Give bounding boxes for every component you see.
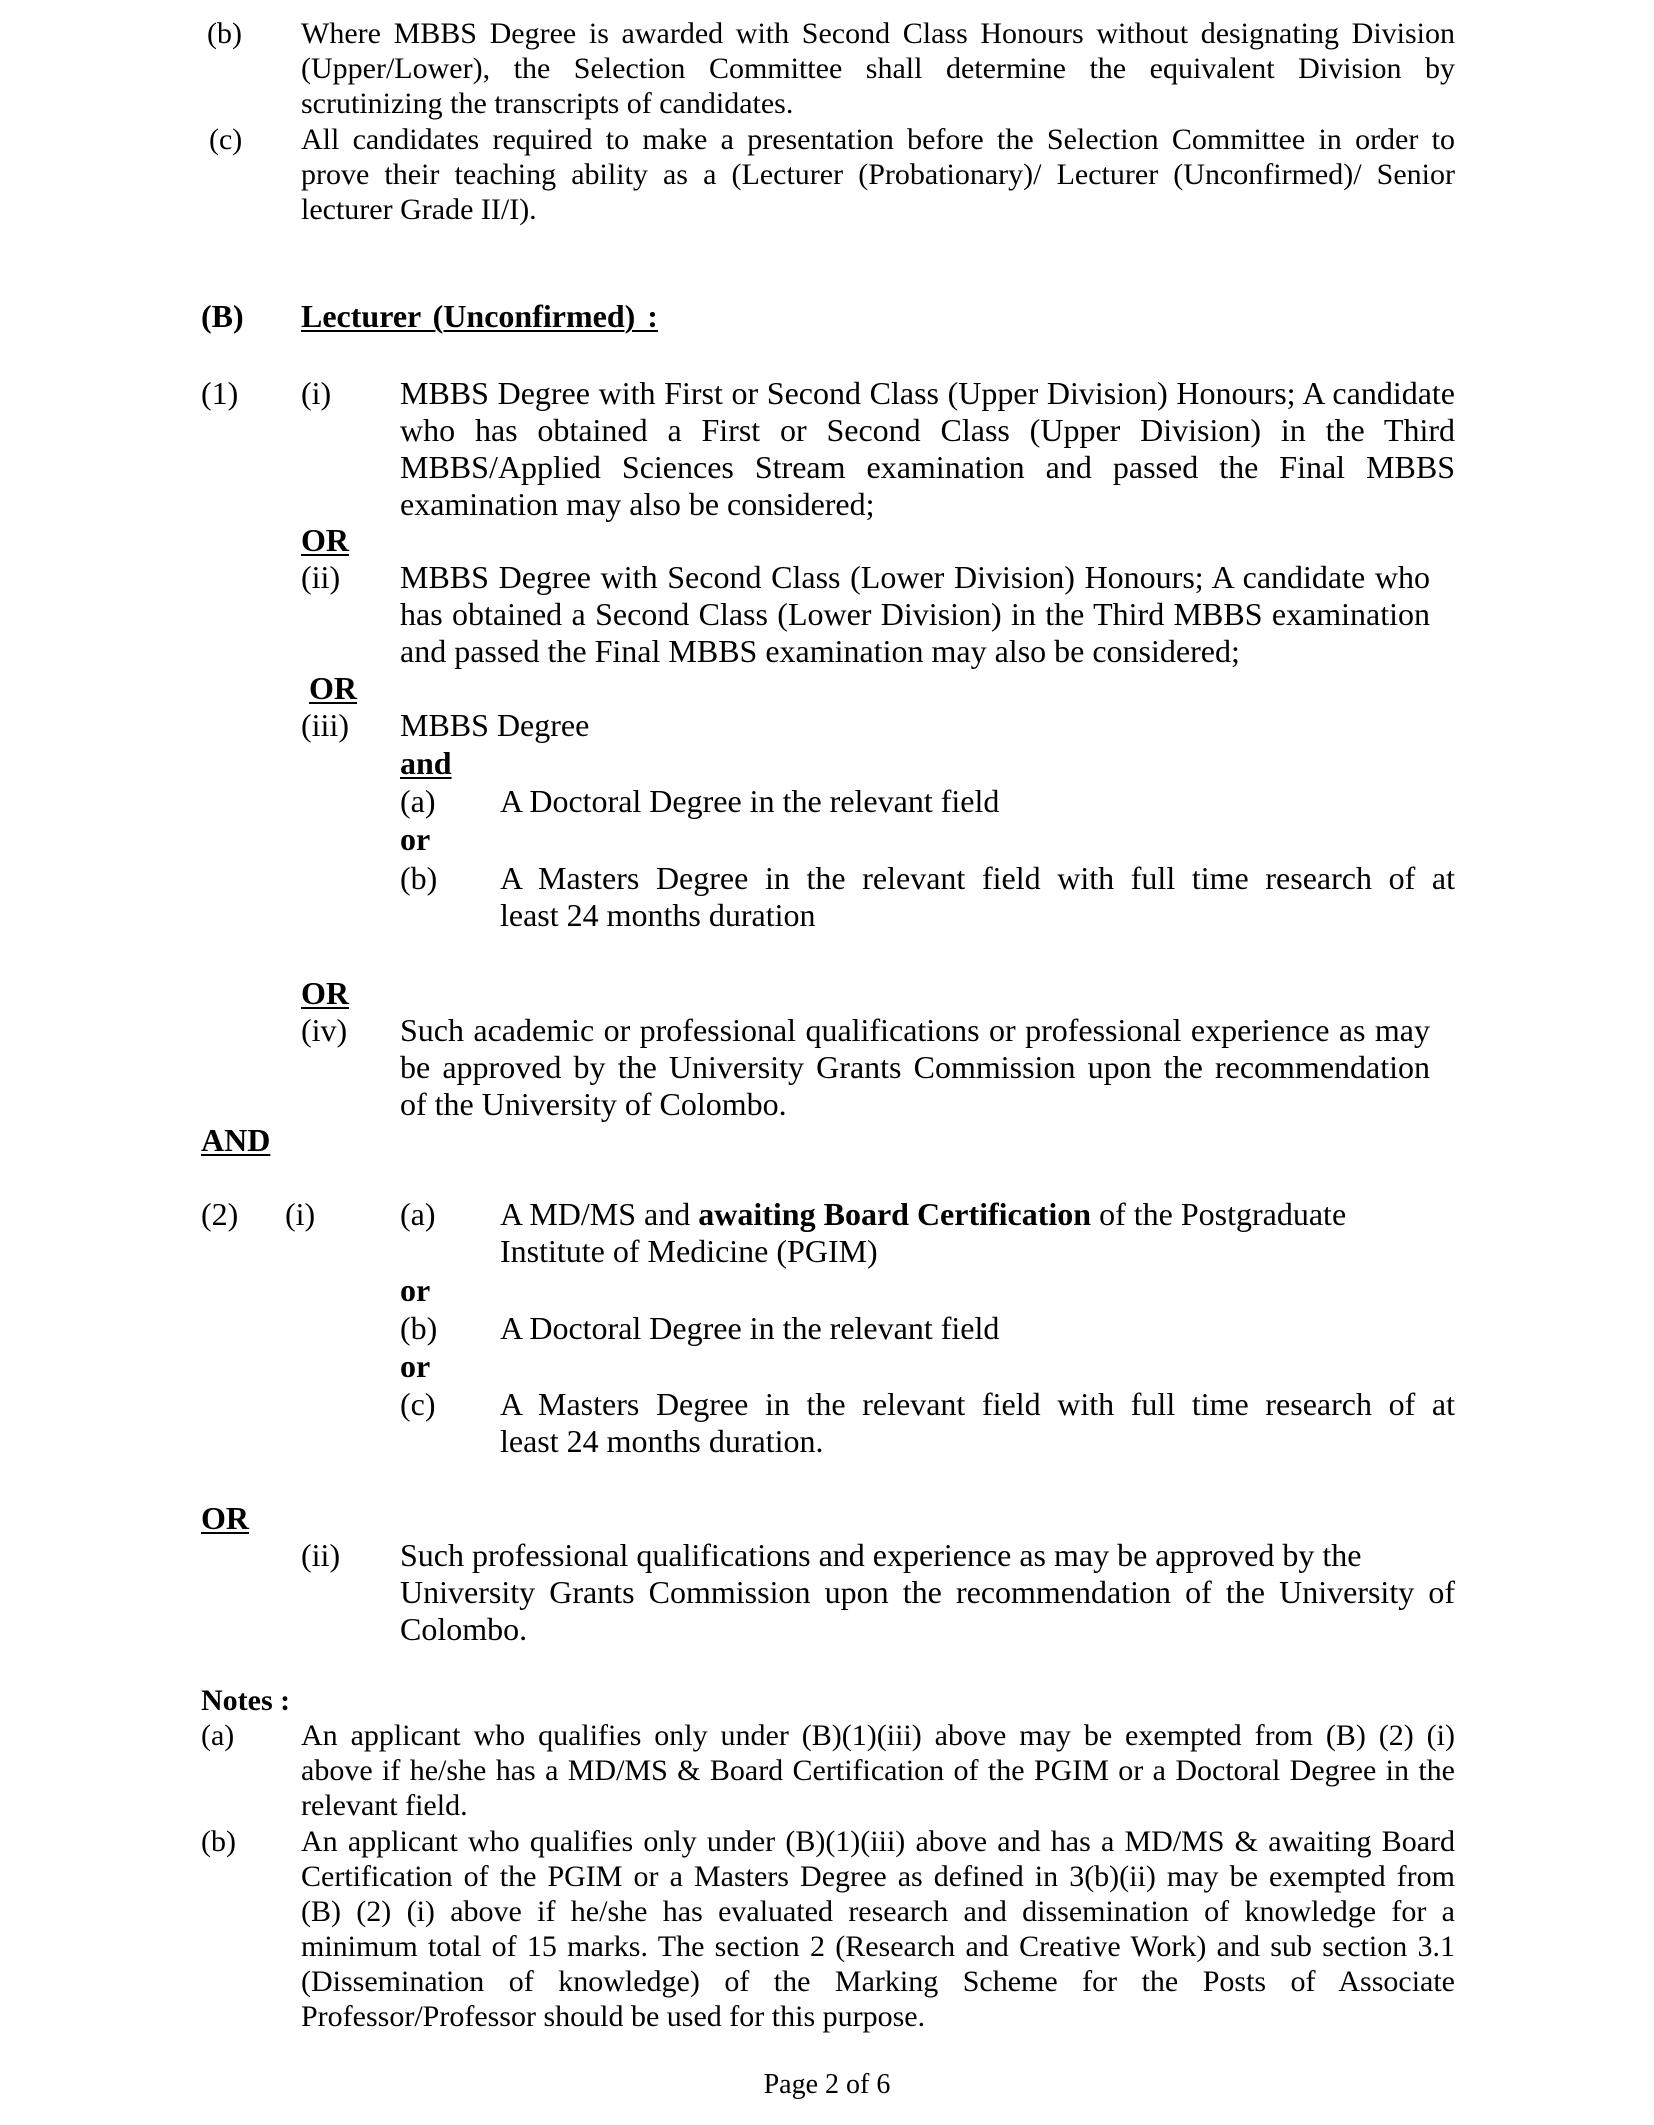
subitem-marker: (a) [400,783,436,819]
text-line: minimum total of 15 marks. The section 2 (Research and Creative Work) and sub section 3.1 [301,1930,1455,1963]
paragraph-b1-iii-b [500,860,1455,934]
item-marker: (i) [301,375,332,411]
paragraph-a-b [301,16,1455,121]
text-line: above if he/she has a MD/MS & Board Certification of the PGIM or a Doctoral Degree in the [301,1754,1455,1787]
text-line: least 24 months duration. [500,1423,824,1459]
section-heading: Lecturer (Unconfirmed) : [301,298,658,334]
or-connector: or [400,1348,431,1384]
or-connector: or [400,821,431,857]
text-run-bold: awaiting Board Certification [698,1196,1092,1232]
section-marker: (B) [201,298,244,334]
text-line: A Doctoral Degree in the relevant field [500,1310,1000,1346]
and-connector: AND [201,1122,271,1158]
or-connector: OR [301,522,349,558]
or-connector: OR [301,975,349,1011]
note-marker: (a) [201,1719,235,1752]
text-line: (Upper/Lower), the Selection Committee shall determine the equivalent Division by [301,52,1455,85]
page-number: Page 2 of 6 [763,2069,891,2100]
item-marker: (b) [207,17,242,50]
or-connector: or [400,1272,431,1308]
item-marker: (ii) [301,559,341,595]
text-line: Certification of the PGIM or a Masters Degree as defined in 3(b)(ii) may be exempted from [301,1860,1455,1893]
text-line: lecturer Grade II/I). [301,193,537,226]
text-line: (Dissemination of knowledge) of the Marking Scheme for the Posts of Associate [301,1965,1455,1998]
text-line: Such professional qualifications and experience as may be approved by the [400,1537,1362,1573]
text-line: Colombo. [400,1611,528,1647]
text-line: MBBS Degree with Second Class (Lower Division) Honours; A candidate who [400,559,1430,595]
text-line: MBBS/Applied Sciences Stream examination and passed the Final MBBS [400,449,1455,485]
paragraph-b1-iv [400,1012,1430,1123]
text-line: examination may also be considered; [400,486,875,522]
paragraph-b2-i-c [500,1386,1455,1460]
text-line: All candidates required to make a presentation before the Selection Committee in order to [301,123,1455,156]
text-run: of the Postgraduate [1091,1196,1347,1232]
paragraph-b2-ii [400,1537,1455,1648]
text-line: An applicant who qualifies only under (B)(1)(iii) above and has a MD/MS & awaiting Board [301,1825,1455,1858]
or-connector: OR [201,1500,249,1536]
paragraph-b1-i [400,375,1455,523]
text-line: be approved by the University Grants Commission upon the recommendation [400,1049,1430,1085]
subitem-marker: (a) [400,1196,436,1232]
text-line: of the University of Colombo. [400,1086,787,1122]
text-line: (B) (2) (i) above if he/she has evaluated research and dissemination of knowledge for a [301,1895,1455,1928]
paragraph-a-c [301,122,1455,227]
item-marker: (i) [285,1196,316,1232]
text-line: Where MBBS Degree is awarded with Second Class Honours without designating Division [301,17,1455,50]
item-marker: (c) [209,123,243,156]
text-line: relevant field. [301,1789,468,1822]
notes-heading: Notes : [201,1684,291,1717]
text-line: University Grants Commission upon the recommendation of the University of [400,1574,1455,1610]
and-connector: and [400,745,452,781]
paragraph-b2-i-a [500,1196,1430,1270]
clause-marker: (1) [201,375,239,411]
text-line: and passed the Final MBBS examination may also be considered; [400,633,1240,669]
text-line: least 24 months duration [500,897,816,933]
item-marker: (iii) [301,707,349,743]
note-b [301,1824,1455,2034]
clause-marker: (2) [201,1196,239,1232]
text-line: who has obtained a First or Second Class (Upper Division) in the Third [400,412,1455,448]
text-line: An applicant who qualifies only under (B)(1)(iii) above may be exempted from (B) (2) (i) [301,1719,1455,1752]
text-line: Institute of Medicine (PGIM) [500,1233,878,1269]
or-connector: OR [309,670,357,706]
text-run: A MD/MS and [500,1196,699,1232]
text-line: A Masters Degree in the relevant field with full time research of at [500,1386,1455,1422]
text-line: Such academic or professional qualifications or professional experience as may [400,1012,1430,1048]
text-line: MBBS Degree with First or Second Class (Upper Division) Honours; A candidate [400,375,1455,411]
note-marker: (b) [201,1825,236,1858]
text-line: has obtained a Second Class (Lower Division) in the Third MBBS examination [400,596,1430,632]
text-line: MBBS Degree [400,707,590,743]
text-line: Professor/Professor should be used for this purpose. [301,2000,926,2033]
subitem-marker: (c) [400,1386,436,1422]
note-a [301,1718,1455,1823]
paragraph-b1-ii [400,559,1430,670]
subitem-marker: (b) [400,1310,438,1346]
text-line: A Masters Degree in the relevant field with full time research of at [500,860,1455,896]
text-line [500,1196,1430,1233]
subitem-marker: (b) [400,860,438,896]
text-line: prove their teaching ability as a (Lecturer (Probationary)/ Lecturer (Unconfirmed)/ Senior [301,158,1455,191]
text-line: scrutinizing the transcripts of candidates. [301,87,794,120]
text-line: A Doctoral Degree in the relevant field [500,783,1000,819]
item-marker: (iv) [301,1012,348,1048]
item-marker: (ii) [301,1537,341,1573]
